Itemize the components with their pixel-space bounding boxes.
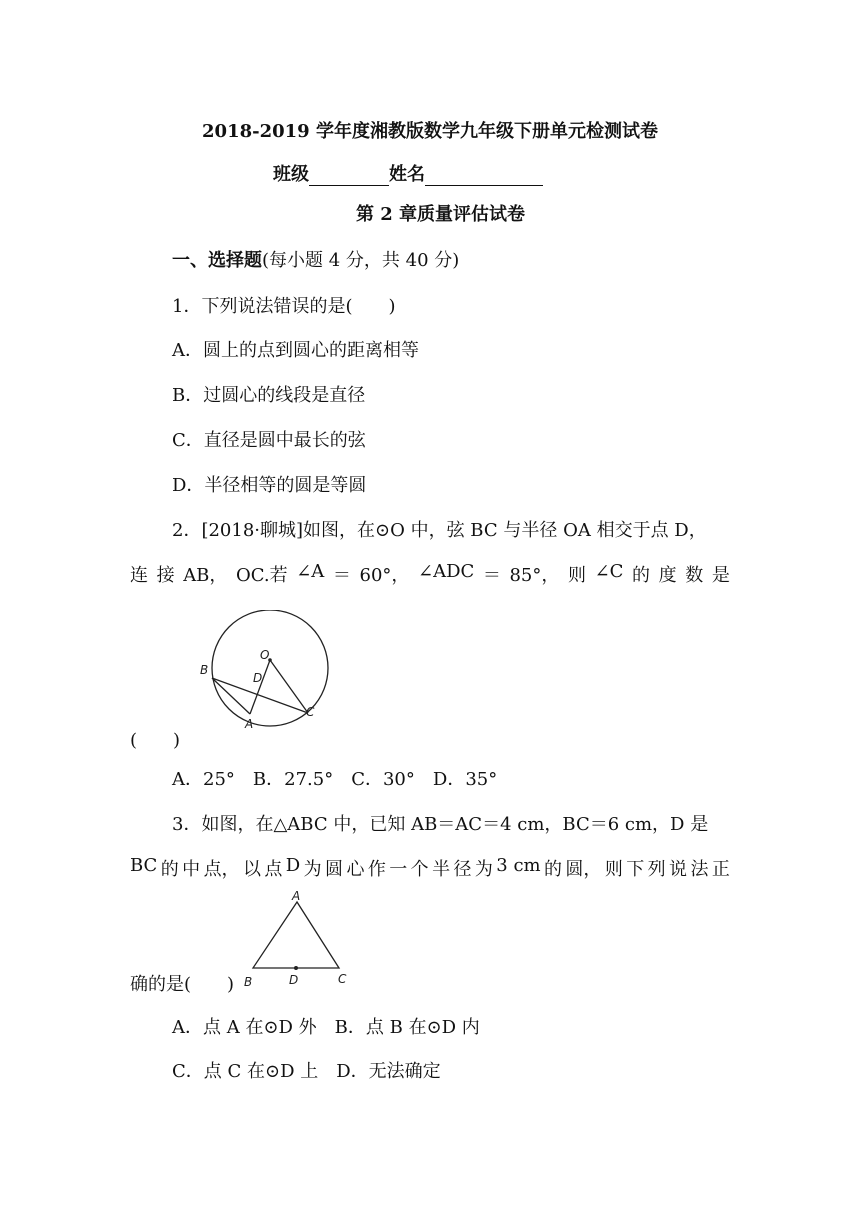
q3-options-row1: A．点 A 在⊙D 外 B．点 B 在⊙D 内 bbox=[172, 1017, 480, 1038]
q3-line2-part: 为 bbox=[474, 859, 493, 880]
q2-line2-part: 则 bbox=[567, 565, 586, 586]
label-a: A bbox=[245, 717, 254, 731]
label-d: D bbox=[289, 973, 299, 987]
label-c: C bbox=[338, 972, 347, 986]
name-label: 姓名 bbox=[389, 164, 425, 185]
q3-line2-part: 正 bbox=[711, 859, 730, 880]
q3-line2-part: 一 bbox=[389, 859, 408, 880]
q3-line3: 确的是( ) bbox=[130, 974, 235, 995]
q3-line2-part: 半 bbox=[432, 859, 451, 880]
q3-triangle-figure bbox=[240, 888, 360, 993]
q3-line2-part: 为 bbox=[303, 859, 322, 880]
q1-stem: 1．下列说法错误的是( ) bbox=[172, 296, 396, 317]
name-blank bbox=[425, 165, 543, 186]
q3-line2-part: 法 bbox=[690, 859, 709, 880]
q2-line2-part: ∠A bbox=[296, 561, 325, 582]
label-a: A bbox=[292, 889, 301, 903]
document-title: 2018-2019 学年度湘教版数学九年级下册单元检测试卷 bbox=[202, 121, 658, 142]
q2-line2-part: 60°， bbox=[359, 565, 410, 586]
q2-line2-part: ＝ bbox=[482, 565, 501, 586]
q2-line2-part: ∠ADC bbox=[418, 561, 475, 582]
q3-line2-part: 心 bbox=[346, 859, 365, 880]
q2-line2-part: 的 bbox=[632, 565, 651, 586]
radius-oa bbox=[250, 660, 270, 714]
class-blank bbox=[309, 165, 389, 186]
q3-line2-part: 3 cm bbox=[496, 855, 541, 876]
q3-line2-part: 圆 bbox=[325, 859, 344, 880]
q2-line2-part: AB， bbox=[183, 565, 228, 586]
q2-line2-part: OC.若 bbox=[236, 565, 288, 586]
q2-line2 bbox=[130, 561, 730, 587]
q3-line2-part: 点， bbox=[203, 859, 240, 880]
class-name-line bbox=[273, 160, 543, 186]
q2-line2-part: 度 bbox=[658, 565, 677, 586]
section-heading-bold: 一、选择题 bbox=[172, 250, 262, 271]
triangle-abc bbox=[253, 902, 339, 968]
q3-line2-part: D bbox=[285, 855, 301, 876]
q3-line2-part: 径 bbox=[453, 859, 472, 880]
q3-line2-part: 个 bbox=[410, 859, 429, 880]
q3-line2-part: 说 bbox=[669, 859, 688, 880]
label-d: D bbox=[253, 671, 263, 685]
q1-option-a: A．圆上的点到圆心的距离相等 bbox=[172, 340, 419, 361]
q2-line2-part: ＝ bbox=[332, 565, 351, 586]
section-heading bbox=[172, 246, 459, 272]
q2-line2-part: 连 bbox=[130, 565, 148, 586]
q3-line2-part: BC bbox=[130, 855, 158, 876]
q3-line2-part: 的 bbox=[160, 859, 179, 880]
q3-line2-part: 的 bbox=[544, 859, 563, 880]
q2-answer-paren: ( ) bbox=[130, 730, 181, 751]
q1-option-d: D．半径相等的圆是等圆 bbox=[172, 475, 367, 496]
subtitle: 第 2 章质量评估试卷 bbox=[356, 204, 526, 225]
label-b: B bbox=[200, 663, 209, 677]
q3-line2-part: 列 bbox=[647, 859, 666, 880]
q3-line2-part: 中 bbox=[182, 859, 201, 880]
label-b: B bbox=[244, 975, 253, 989]
q2-line2-part: 数 bbox=[685, 565, 704, 586]
q2-circle-figure bbox=[195, 610, 335, 735]
q2-line2-part: 85°， bbox=[509, 565, 560, 586]
midpoint-d bbox=[294, 966, 298, 970]
segment-oc bbox=[270, 660, 308, 713]
q3-line1: 3．如图，在△ABC 中，已知 AB＝AC＝4 cm，BC＝6 cm，D 是 bbox=[172, 814, 709, 835]
q3-line2-part: 下 bbox=[626, 859, 645, 880]
class-label: 班级 bbox=[273, 164, 309, 185]
label-c: C bbox=[306, 705, 315, 719]
q3-line2 bbox=[130, 855, 730, 881]
section-heading-note: (每小题 4 分，共 40 分) bbox=[262, 250, 460, 271]
q3-line2-part: 作 bbox=[367, 859, 386, 880]
q1-option-c: C．直径是圆中最长的弦 bbox=[172, 430, 366, 451]
q2-line2-part: 接 bbox=[156, 565, 175, 586]
q2-line2-part: 是 bbox=[711, 565, 730, 586]
q2-line2-part: ∠C bbox=[594, 561, 624, 582]
q2-options: A．25° B．27.5° C．30° D．35° bbox=[172, 769, 498, 790]
label-o: O bbox=[260, 648, 270, 662]
segment-ab bbox=[212, 678, 250, 714]
q2-line1: 2．[2018·聊城]如图，在⊙O 中，弦 BC 与半径 OA 相交于点 D， bbox=[172, 520, 707, 541]
q1-option-b: B．过圆心的线段是直径 bbox=[172, 385, 366, 406]
q3-line2-part: 点 bbox=[264, 859, 283, 880]
q3-options-row2: C．点 C 在⊙D 上 D．无法确定 bbox=[172, 1061, 441, 1082]
q3-line2-part: 圆， bbox=[565, 859, 602, 880]
q3-line2-part: 以 bbox=[242, 859, 261, 880]
q3-line2-part: 则 bbox=[604, 859, 623, 880]
